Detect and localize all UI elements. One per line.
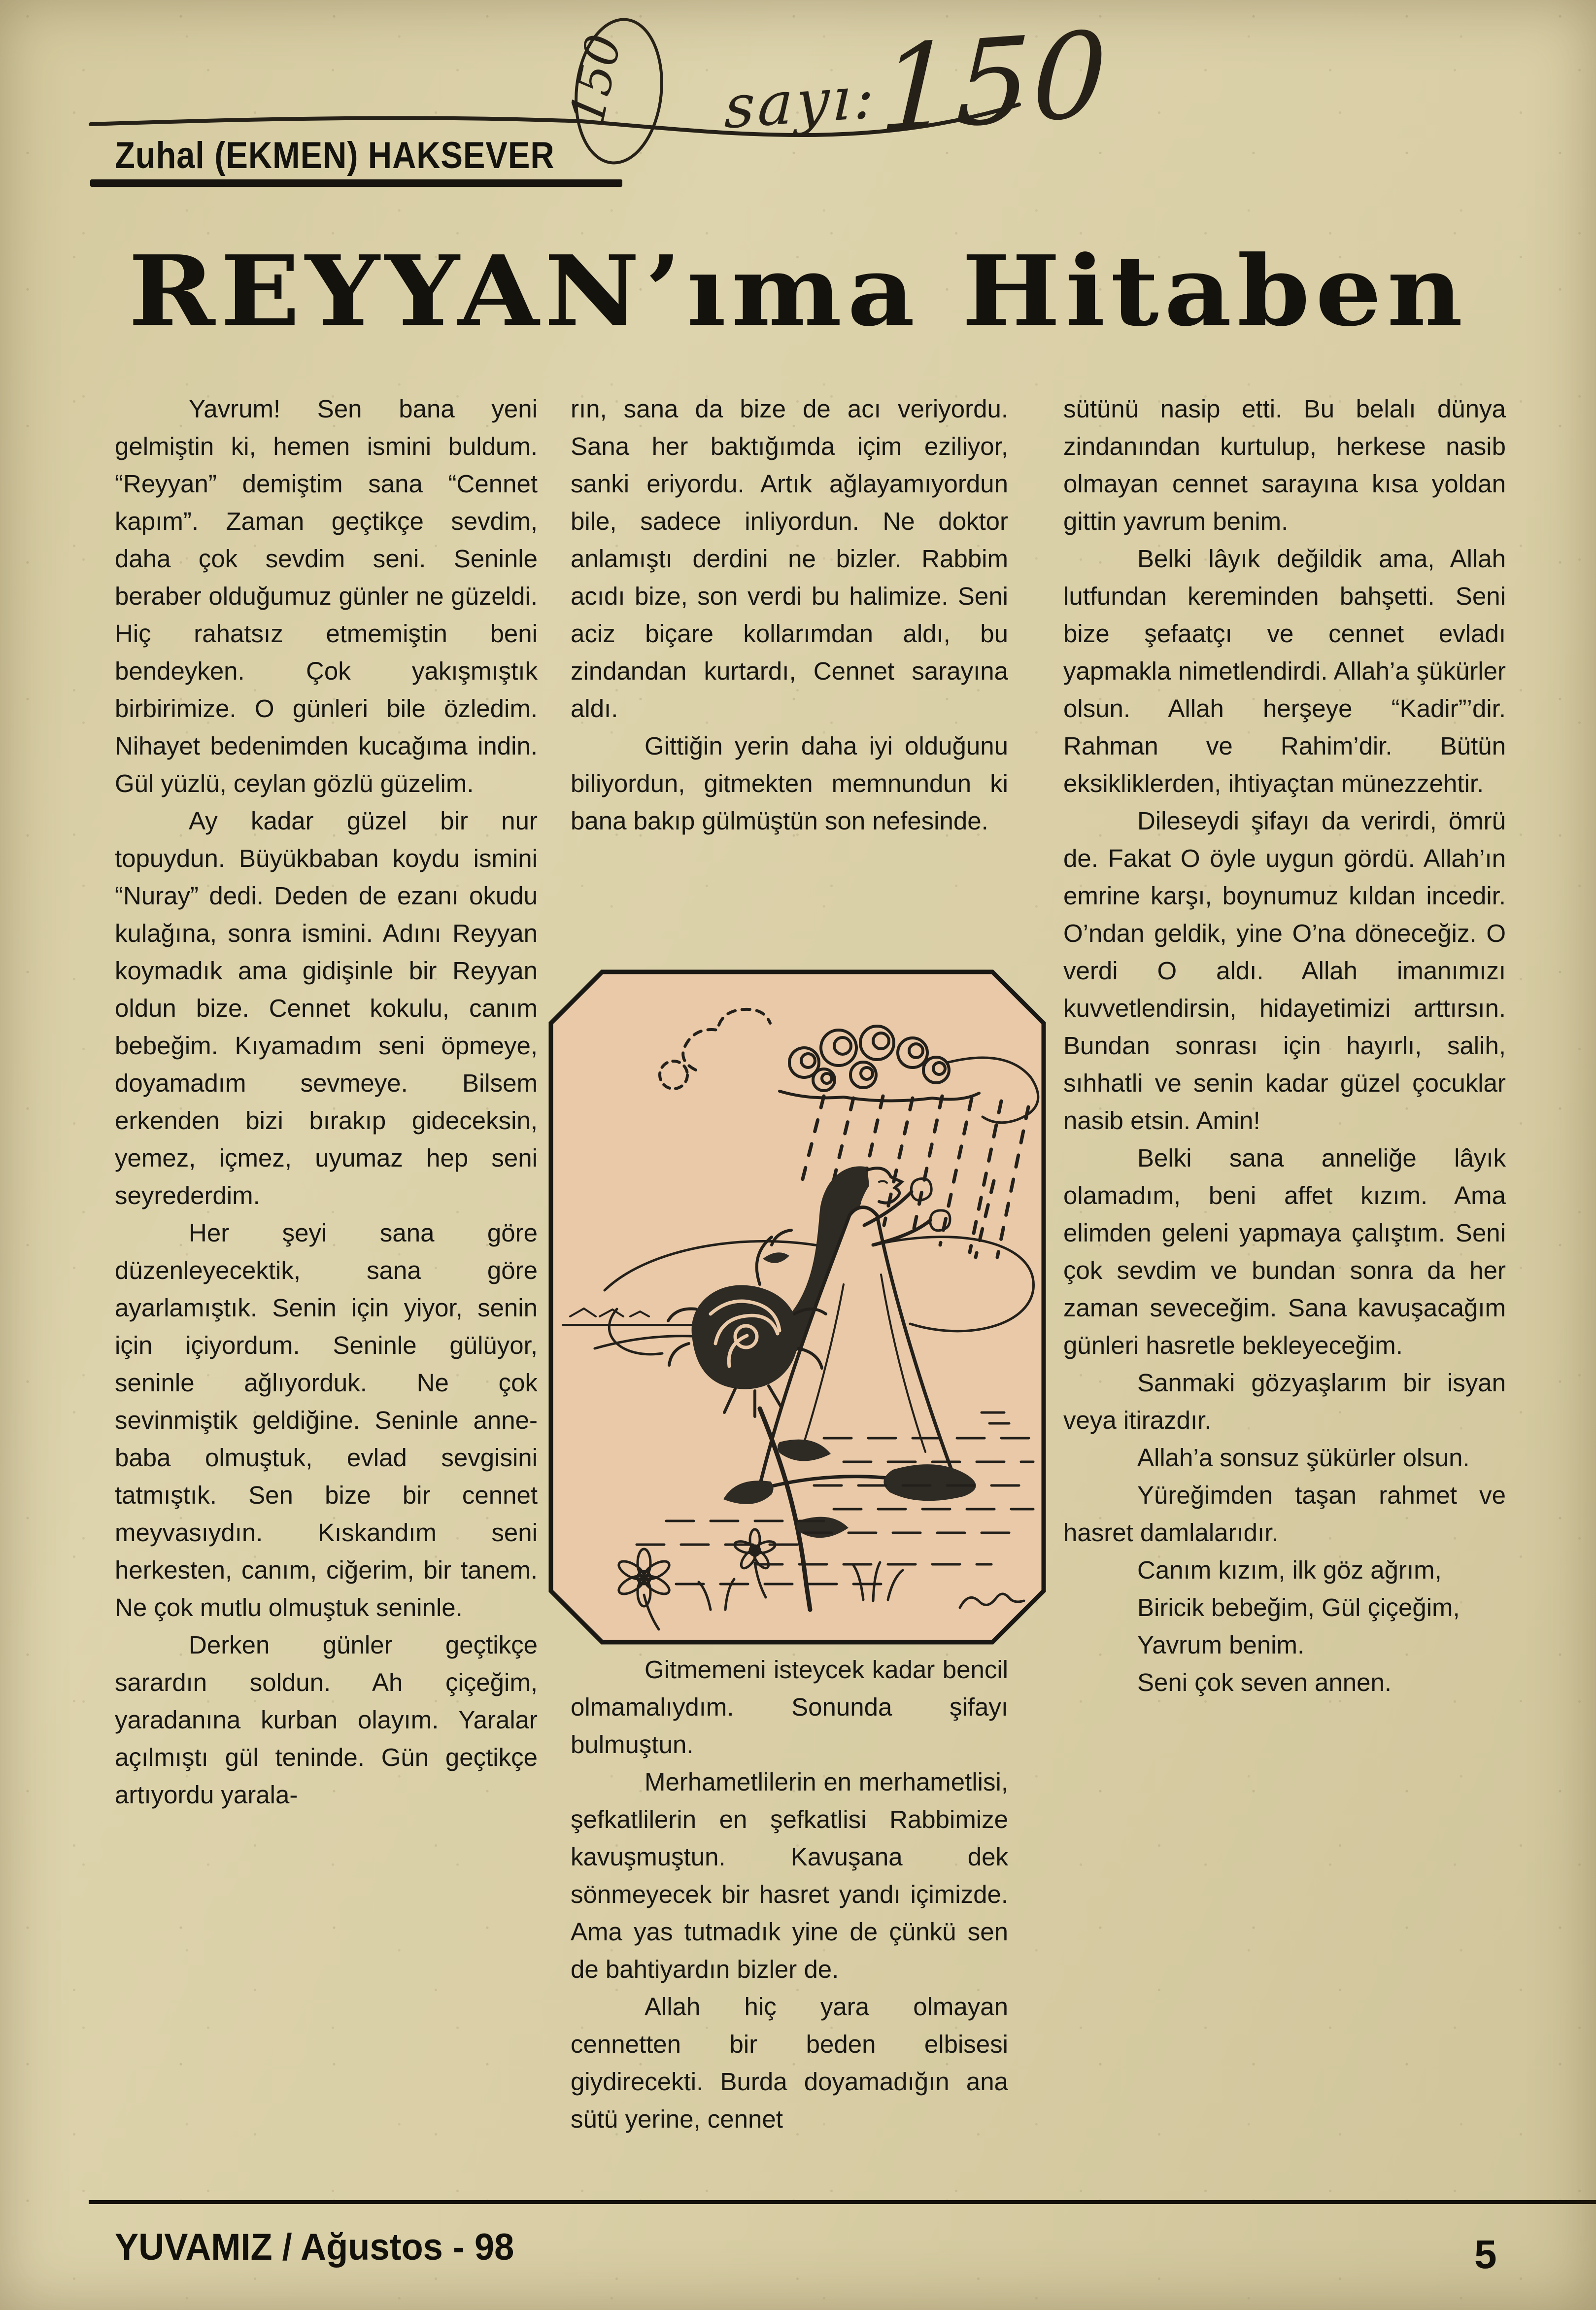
paragraph: Her şeyi sana göre düzenleyecektik, sana göre ayarlamıştık. Senin için yiyor, senin için içiyordum. Seninle gülüyor, seninle ağlıyorduk. Ne çok sevinmiştik geldiğine. Seninle anne-baba olmuştuk, evlad sevgisini tatmıştık. Sen bize bir cennet meyvasıydın. Kıskandım seni herkesten, canım, ciğerim, bir tanem. Ne çok mutlu olmuştuk seninle.	[115, 1219, 538, 1621]
circled-issue-number: 150	[559, 30, 632, 130]
byline-underline	[90, 179, 622, 187]
paragraph: Canım kızım, ilk göz ağrım,	[1137, 1556, 1442, 1584]
handwritten-issue-note	[722, 6, 1111, 170]
issue-note-number: 150	[877, 6, 1112, 159]
paragraph: Gittiğin yerin daha iyi olduğunu biliyordun, gitmekten memnundun ki bana bakıp gülmüştün son nefesinde.	[571, 732, 1008, 835]
paragraph: Yavrum! Sen bana yeni gelmiştin ki, hemen ismini buldum. “Reyyan” demiştim sana “Cennet kapım”. Zaman geçtikçe sevdim, daha çok sevdim seni. Seninle beraber olduğumuz günler ne güzeldi. Hiç rahatsız etmemiştin beni bendeyken. Çok yakışmıştık birbirimize. O günleri bile özledim. Nihayet bedenimden kucağıma indin. Gül yüzlü, ceylan gözlü güzelim.	[115, 395, 538, 797]
paragraph: Belki sana anneliğe lâyık olamadım, beni affet kızım. Ama elimden geleni yapmaya çalıştım. Seni çok sevdim ve bundan sonra da her zaman seveceğim. Sana kavuşacağım günleri hasretle bekleyeceğim.	[1063, 1144, 1506, 1359]
column-middle-top	[571, 390, 1008, 952]
paragraph: Merhametlilerin en merhametlisi, şefkatlilerin en şefkatlisi Rabbimize kavuşmuştun. Kavuşana dek sönmeyecek bir hasret yandı içimizde. Ama yas tutmadık yine de çünkü sen de bahtiyardın bizler de.	[571, 1768, 1008, 1983]
page-number: 5	[1474, 2232, 1497, 2277]
paragraph: Biricik bebeğim, Gül çiçeğim,	[1137, 1593, 1460, 1621]
issue-note-label: sayı:	[723, 63, 878, 142]
column-left	[115, 390, 538, 1814]
paragraph: Yavrum benim.	[1137, 1631, 1305, 1659]
paragraph: Yüreğimden taşan rahmet ve hasret damlalarıdır.	[1063, 1481, 1506, 1547]
magazine-footer: YUVAMIZ / Ağustos - 98	[115, 2226, 514, 2268]
paragraph: Belki lâyık değildik ama, Allah lutfundan kereminden bahşetti. Seni bize şefaatçı ve cennet evladı yapmakla nimetlendirdi. Allah’a şükürler olsun. Allah herşeye “Kadir”’dir. Rahman ve Rahim’dir. Bütün eksikliklerden, ihtiyaçtan münezzehtir.	[1063, 545, 1506, 797]
paragraph: Dileseydi şifayı da verirdi, ömrü de. Fakat O öyle uygun gördü. Allah’ın emrine karşı, boynumuz kıldan incedir. O’ndan geldik, yine O’na döneceğiz. O verdi O aldı. Allah imanımızı kuvvetlendirsin, hidayetimizi arttırsın. Bundan sonrası için hayırlı, salih, sıhhatli ve senin kadar güzel çocuklar nasib etsin. Amin!	[1063, 807, 1506, 1135]
author-byline: Zuhal (EKMEN) HAKSEVER	[115, 135, 555, 176]
column-right	[1063, 390, 1506, 1701]
paragraph: Seni çok seven annen.	[1137, 1668, 1392, 1696]
paragraph: Derken günler geçtikçe sarardın soldun. Ah çiçeğim, yaradanına kurban olayım. Yaralar açılmıştı gül teninde. Gün geçtikçe artıyordu yarala-	[115, 1631, 538, 1809]
paragraph: Allah’a sonsuz şükürler olsun.	[1137, 1444, 1470, 1472]
paragraph: Allah hiç yara olmayan cennetten bir beden elbisesi giydirecekti. Burda doyamadığın ana sütü yerine, cennet	[571, 1993, 1008, 2133]
column-middle-bottom	[571, 1651, 1008, 2138]
paragraph: rın, sana da bize de acı veriyordu. Sana her baktığımda içim eziliyor, sanki eriyordu. Artık ağlayamıyordun bile, sadece inliyordun. Ne doktor anlamıştı derdini ne bizler. Rabbim acıdı bize, son verdi bu halimize. Seni aciz biçare kollarımdan aldı, bu zindandan kurtardı, Cennet sarayına aldı.	[571, 395, 1008, 723]
paragraph: Sanmaki gözyaşlarım bir isyan veya itirazdır.	[1063, 1369, 1506, 1434]
memorial-illustration	[548, 969, 1047, 1645]
paragraph: sütünü nasip etti. Bu belalı dünya zindanından kurtulup, herkese nasib olmayan cennet sarayına kısa yoldan gittin yavrum benim.	[1063, 395, 1506, 535]
paragraph: Gitmemeni isteycek kadar bencil olmamalıydım. Sonunda şifayı bulmuştun.	[571, 1655, 1008, 1758]
paragraph: Ay kadar güzel bir nur topuydun. Büyükbaban koydu ismini “Nuray” dedi. Deden de ezanı okudu kulağına, sonra ismini. Adını Reyyan koymadık ama gidişinle bir Reyyan oldun bize. Cennet kokulu, canım bebeğim. Kıyamadım seni öpmeye, doyamadım sevmeye. Bilsem erkenden bizi bırakıp gideceksin, yemez, içmez, uyumaz hep seni seyrederdim.	[115, 807, 538, 1209]
footer-rule	[89, 2200, 1596, 2204]
article-title: REYYAN’ıma Hitaben	[128, 235, 1468, 348]
